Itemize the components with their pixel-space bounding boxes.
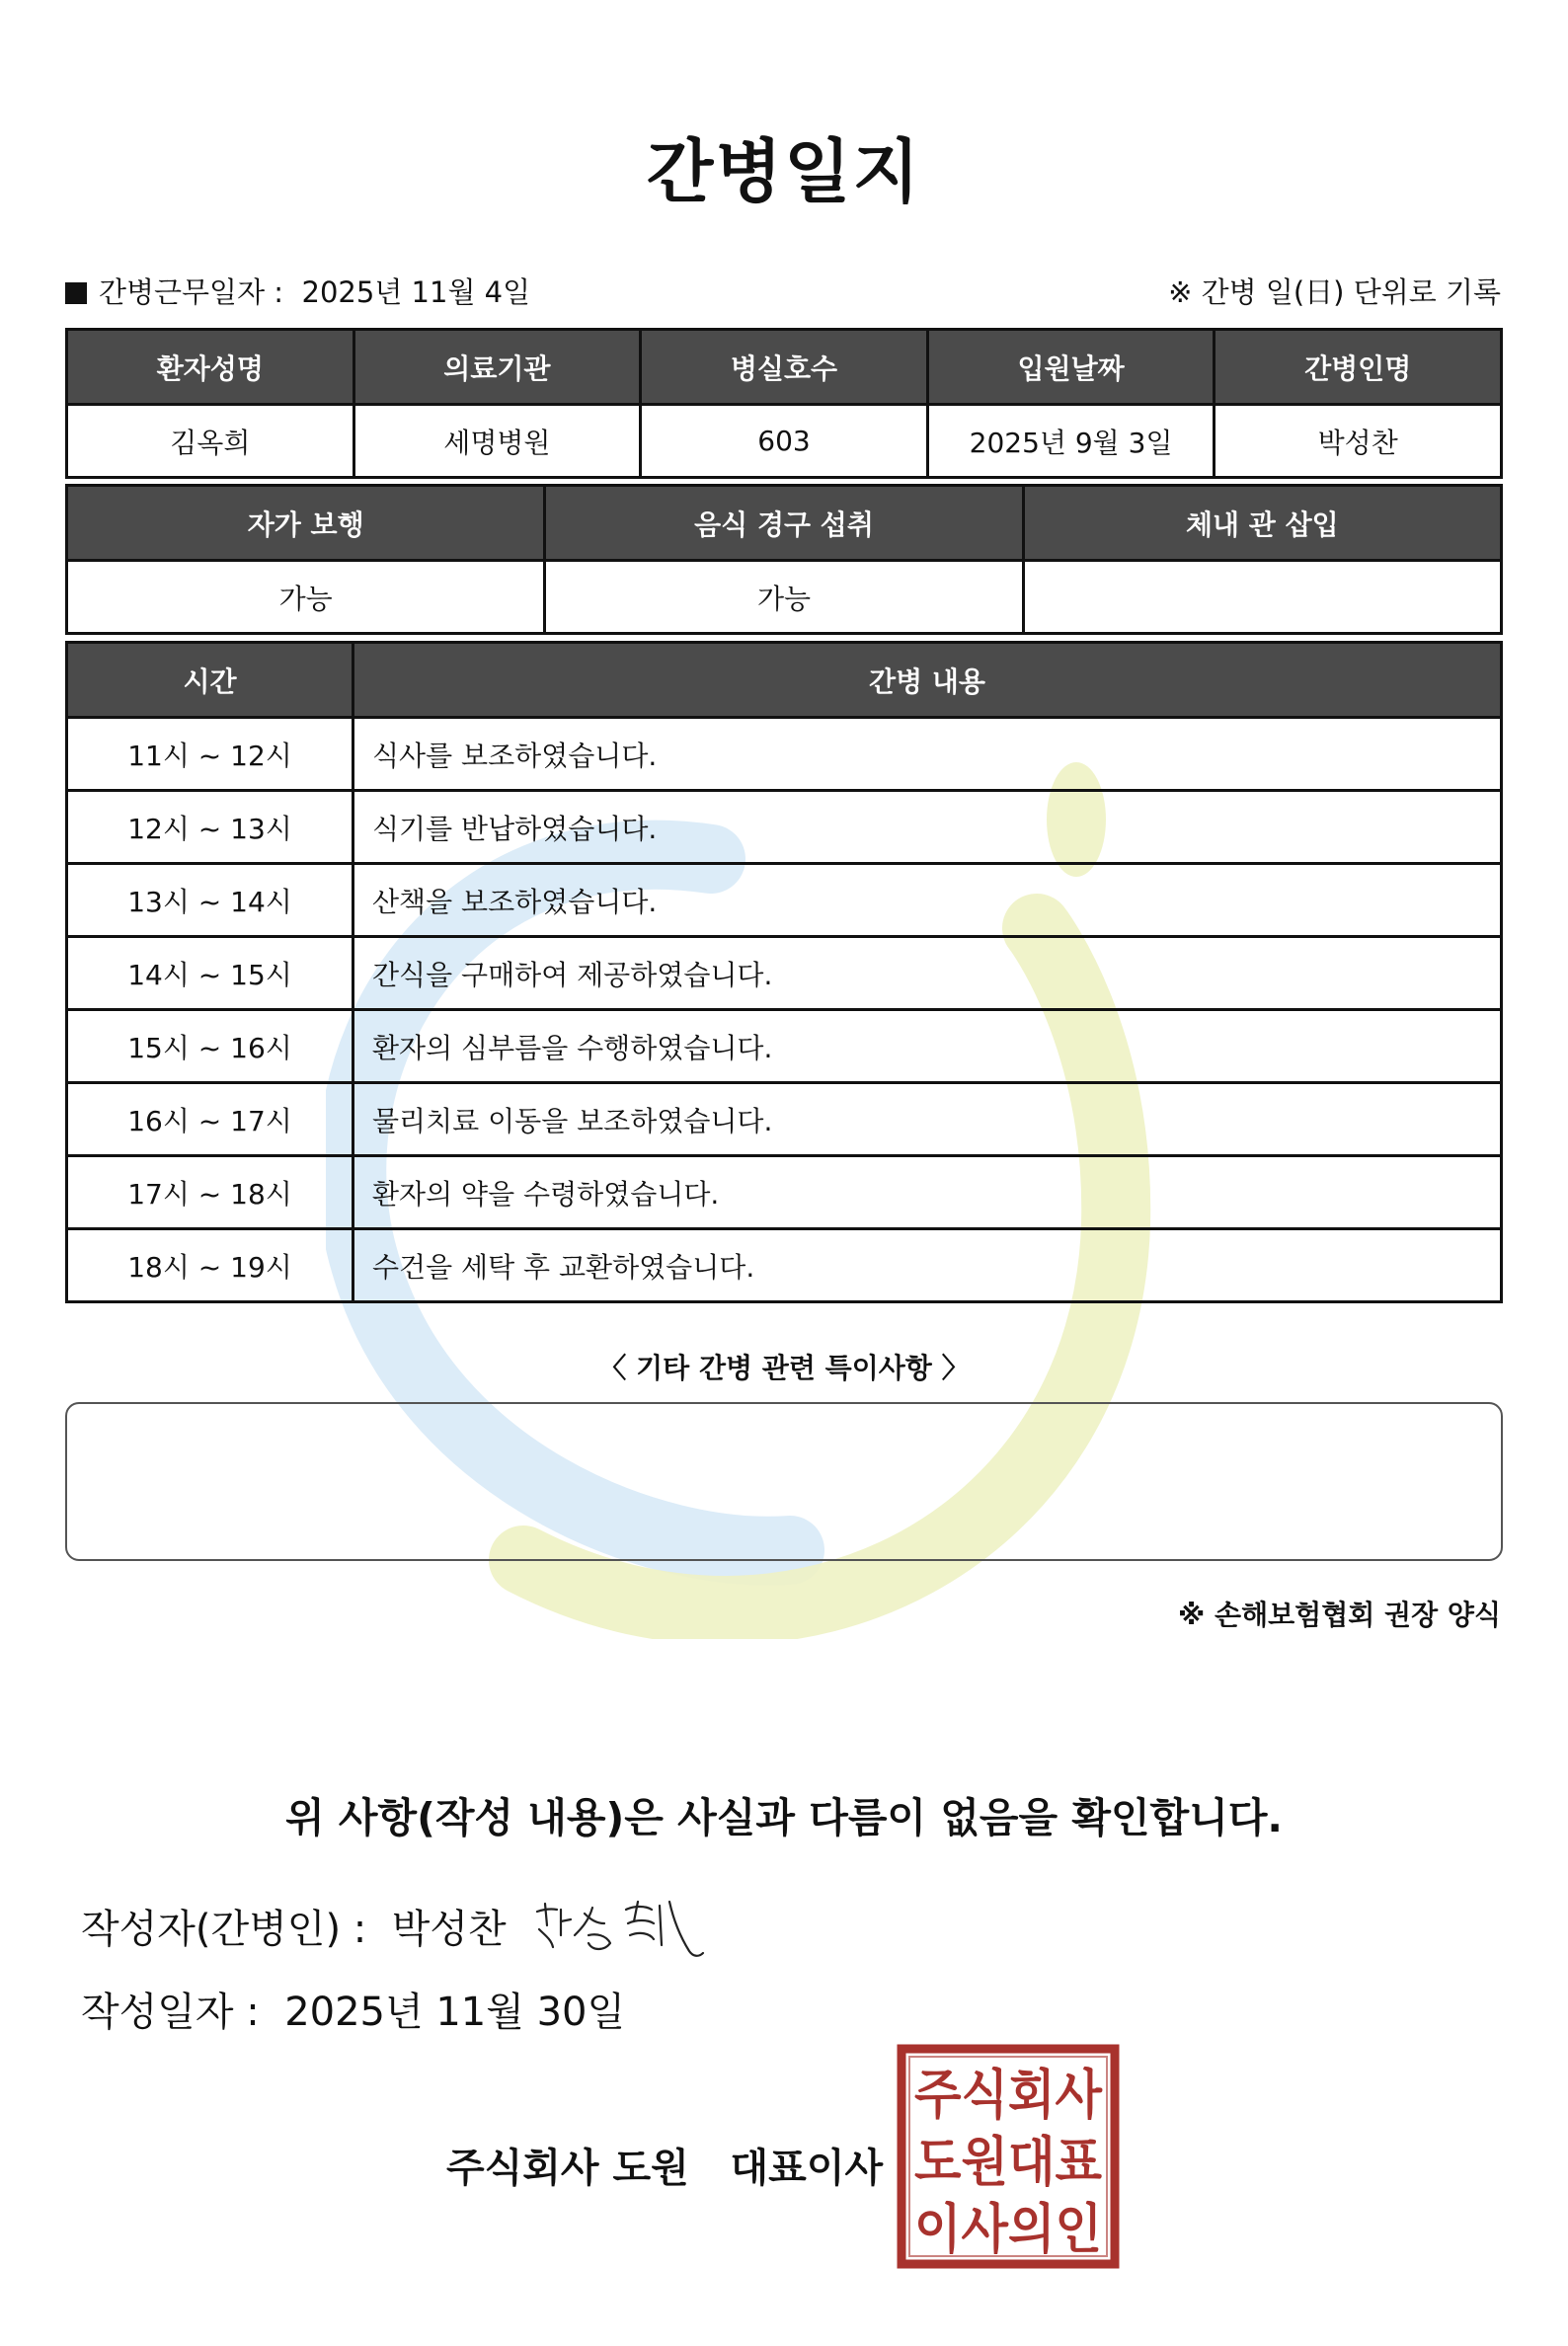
svg-text:이사의인: 이사의인 [914,2198,1102,2260]
self-walking-value: 가능 [67,561,545,634]
table-row [67,718,1502,791]
log-content: 식사를 보조하였습니다. [353,718,1502,791]
log-content: 간식을 구매하여 제공하였습니다. [353,937,1502,1010]
log-content: 산책을 보조하였습니다. [353,864,1502,937]
log-time: 18시 ~ 19시 [67,1229,353,1302]
log-time: 13시 ~ 14시 [67,864,353,937]
company-representative [446,2137,883,2193]
header-patient-name: 환자성명 [67,330,354,405]
work-date-value: 2025년 11월 4일 [301,275,531,309]
square-bullet-icon [65,282,87,304]
log-time: 11시 ~ 12시 [67,718,353,791]
log-time: 12시 ~ 13시 [67,791,353,864]
header-care-content: 간병 내용 [353,643,1502,718]
log-content: 물리치료 이동을 보조하였습니다. [353,1083,1502,1156]
hospital-name: 세명병원 [353,405,641,478]
other-notes-box [65,1402,1503,1561]
table-row [67,791,1502,864]
svg-text:주식회사: 주식회사 [914,2064,1103,2126]
admission-date: 2025년 9월 3일 [927,405,1215,478]
care-log-table [65,641,1503,1303]
table-row [67,937,1502,1010]
header-oral-intake: 음식 경구 섭취 [545,486,1023,561]
header-room-number: 병실호수 [641,330,928,405]
company-line: 주식회사 도원 대표이사 [446,2146,884,2191]
header-tube-insertion: 체내 관 삽입 [1023,486,1501,561]
form-source-note: ※ 손해보험협회 권장 양식 [1178,1599,1501,1631]
other-notes-title: 〈 기타 간병 관련 특이사항 〉 [598,1352,970,1384]
handwritten-signature [531,1896,719,1967]
writer-line [81,1898,507,1954]
written-date-line [81,1981,625,2037]
table-row [67,1156,1502,1229]
log-time: 16시 ~ 17시 [67,1083,353,1156]
table-row [67,1229,1502,1302]
written-date-value: 2025년 11월 30일 [284,1990,626,2035]
patient-name: 김옥희 [67,405,354,478]
header-self-walking: 자가 보행 [67,486,545,561]
header-caregiver-name: 간병인명 [1215,330,1502,405]
log-time: 14시 ~ 15시 [67,937,353,1010]
patient-info-table [65,328,1503,479]
log-time: 17시 ~ 18시 [67,1156,353,1229]
confirmation-statement: 위 사항(작성 내용)은 사실과 다름이 없음을 확인합니다. [284,1794,1284,1841]
tube-insertion-value [1023,561,1501,634]
header-time: 시간 [67,643,353,718]
writer-label: 작성자(간병인) : [81,1907,367,1952]
table-row [67,1010,1502,1083]
work-date [65,271,530,311]
patient-status-table [65,484,1503,635]
written-date-label: 작성일자 : [81,1990,260,2035]
header-hospital: 의료기관 [353,330,641,405]
work-date-label: 간병근무일자 : [99,275,284,309]
document-title: 간병일지 [646,131,922,212]
table-row [67,864,1502,937]
header-admission-date: 입원날짜 [927,330,1215,405]
log-content: 식기를 반납하였습니다. [353,791,1502,864]
table-row [67,1083,1502,1156]
caregiver-name: 박성찬 [1215,405,1502,478]
log-content: 수건을 세탁 후 교환하였습니다. [353,1229,1502,1302]
oral-intake-value: 가능 [545,561,1023,634]
log-time: 15시 ~ 16시 [67,1010,353,1083]
log-content: 환자의 심부름을 수행하였습니다. [353,1010,1502,1083]
log-content: 환자의 약을 수령하였습니다. [353,1156,1502,1229]
company-seal-stamp [897,2044,1120,2269]
writer-name: 박성찬 [391,1907,507,1952]
room-number: 603 [641,405,928,478]
unit-note: ※ 간병 일(日) 단위로 기록 [1168,275,1501,309]
svg-text:도원대표: 도원대표 [914,2131,1102,2193]
